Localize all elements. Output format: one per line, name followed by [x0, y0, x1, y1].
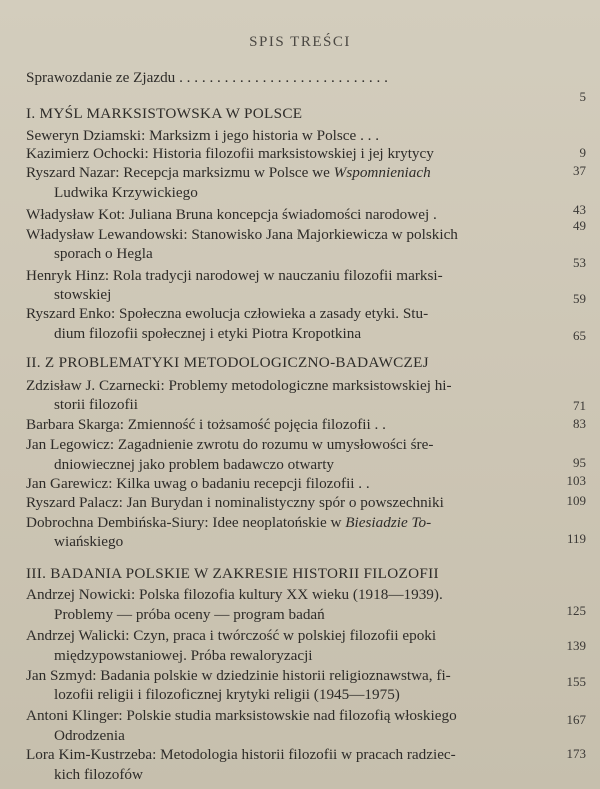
toc-entry: Jan Garewicz: Kilka uwag o badaniu recepcji filozofii . . [26, 475, 370, 492]
page-number: 139 [566, 638, 586, 653]
toc-entry: Henryk Hinz: Rola tradycji narodowej w nauczaniu filozofii marksi- [26, 267, 443, 284]
toc-entry: Lora Kim-Kustrzeba: Metodologia historii filozofii w pracach radziec- [26, 746, 456, 763]
toc-entry-intro [26, 68, 586, 88]
section-heading: I. MYŚL MARKSISTOWSKA W POLSCE [26, 105, 303, 122]
toc-entry-continuation: dium filozofii społecznej i etyki Piotra Kropotkina [54, 325, 362, 342]
toc-entry: Andrzej Nowicki: Polska filozofia kultury XX wieku (1918—1939). [26, 586, 443, 603]
toc-entry-continuation: stowskiej [54, 286, 112, 303]
entry-text: Sprawozdanie ze Zjazdu [26, 69, 176, 86]
page-number: 119 [566, 531, 586, 546]
entry-text: Ryszard Nazar: Recepcja marksizmu w Polsce we [26, 164, 334, 181]
page-number: 65 [573, 328, 586, 343]
page-number: 59 [573, 291, 586, 306]
toc-entry: Seweryn Dziamski: Marksizm i jego historia w Polsce . . . [26, 127, 380, 144]
page-number: 53 [573, 255, 586, 270]
toc-entry-continuation: Problemy — próba oceny — program badań [54, 606, 325, 623]
entry-italic-text: Biesiadzie To- [345, 514, 432, 531]
toc-entry: Kazimierz Ochocki: Historia filozofii marksistowskiej i jej krytycy [26, 145, 434, 162]
toc-entry: Zdzisław J. Czarnecki: Problemy metodologiczne marksistowskiej hi- [26, 377, 452, 394]
page-number: 83 [573, 416, 586, 431]
page-number: 155 [566, 674, 586, 689]
page-number: 125 [566, 603, 586, 618]
toc-entry: Władysław Lewandowski: Stanowisko Jana Majorkiewicza w polskich [26, 226, 458, 243]
toc-entry: Jan Szmyd: Badania polskie w dziedzinie historii religioznawstwa, fi- [26, 667, 451, 684]
page-number: 103 [566, 473, 586, 488]
toc-entry: Andrzej Walicki: Czyn, praca i twórczość w polskiej filozofii epoki [26, 627, 437, 644]
toc-entry-continuation: Odrodzenia [54, 727, 125, 744]
toc-entry-continuation: storii filozofii [54, 396, 138, 413]
entry-italic-text: Wspomnieniach [333, 164, 431, 181]
section-heading: II. Z PROBLEMATYKI METODOLOGICZNO-BADAWCZEJ [26, 354, 429, 371]
toc-entry-continuation: wiańskiego [54, 533, 124, 550]
section-heading: III. BADANIA POLSKIE W ZAKRESIE HISTORII FILOZOFII [26, 565, 439, 582]
toc-entry: Władysław Kot: Juliana Bruna koncepcja świadomości narodowej . [26, 206, 437, 223]
toc-entry-continuation: lozofii religii i filozoficznej krytyki religii (1945—1975) [54, 686, 400, 703]
toc-entry: Ryszard Enko: Społeczna ewolucja człowieka a zasady etyki. Stu- [26, 305, 429, 322]
toc-entry: Ryszard Palacz: Jan Burydan i nominalistyczny spór o powszechniki [26, 494, 444, 511]
page-number: 49 [573, 218, 586, 233]
toc-entry: Antoni Klinger: Polskie studia marksistowskie nad filozofią włoskiego [26, 707, 457, 724]
leader-dots: . . . . . . . . . . . . . . . . . . . . . . . . . . . . [175, 69, 388, 86]
toc-entry-continuation: kich filozofów [54, 766, 143, 783]
page-number: 9 [579, 145, 586, 160]
toc-entry-continuation: międzypowstaniowej. Próba rewaloryzacji [54, 647, 313, 664]
toc-entry-continuation: Ludwika Krzywickiego [54, 184, 198, 201]
toc-entry-continuation: sporach o Hegla [54, 245, 153, 262]
page-number: 95 [573, 455, 586, 470]
page-number: 173 [566, 746, 586, 761]
toc-entry: Jan Legowicz: Zagadnienie zwrotu do rozumu w umysłowości śre- [26, 436, 434, 453]
page-number: 167 [566, 712, 586, 727]
page-number: 43 [573, 202, 586, 217]
page-number: 109 [566, 493, 586, 508]
page-number: 37 [573, 163, 586, 178]
toc-entry [26, 513, 586, 533]
page-number: 71 [573, 398, 586, 413]
entry-text: Dobrochna Dembińska-Siury: Idee neoplatońskie w [26, 514, 346, 531]
page-title: SPIS TREŚCI [249, 34, 351, 50]
toc-entry: Barbara Skarga: Zmienność i tożsamość pojęcia filozofii . . [26, 416, 386, 433]
toc-entry [26, 163, 586, 183]
page-number: 5 [579, 89, 586, 104]
toc-entry-continuation: dniowiecznej jako problem badawczo otwarty [54, 456, 335, 473]
